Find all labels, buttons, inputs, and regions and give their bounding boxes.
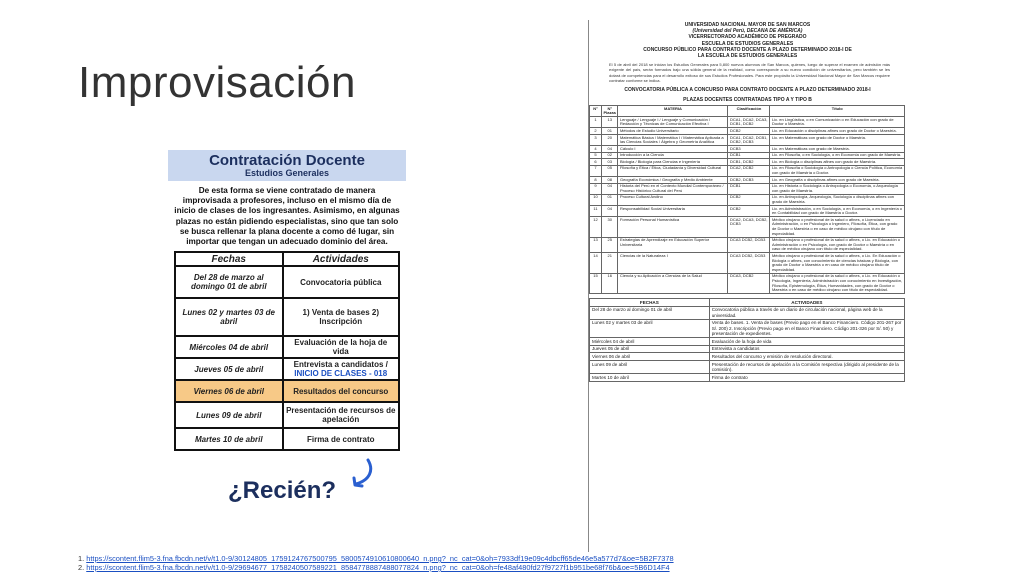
table-cell: Firma de contrato xyxy=(709,374,904,382)
infographic-subtitle: Estudios Generales xyxy=(244,168,330,178)
table-cell: Lic. en Geografía o disciplinas afines con grado de Maestría. xyxy=(770,177,905,184)
table-cell: Formación Personal Humanística xyxy=(618,217,728,237)
table-cell: 11 xyxy=(590,206,602,217)
table-cell: DCB3 xyxy=(728,146,770,153)
table-cell: Cálculo I xyxy=(618,146,728,153)
document-schedule-table xyxy=(589,298,905,381)
table-cell: Miércoles 04 de abril xyxy=(590,338,710,346)
fecha-cell: Lunes 09 de abril xyxy=(175,402,283,428)
document-header-line: ESCUELA DE ESTUDIOS GENERALES xyxy=(701,40,794,47)
table-row xyxy=(590,273,905,293)
table-cell: 12 xyxy=(590,217,602,237)
table-cell: DCB1, DCB2 xyxy=(728,159,770,166)
table-cell: DCB2 xyxy=(728,194,770,205)
table-cell: Viernes 06 de abril xyxy=(590,353,710,361)
table-cell: Filosofía y Ética / Ética, Ciudadanía y Diversidad Cultural xyxy=(618,165,728,176)
actividad-text: Entrevista a candidatos / xyxy=(293,360,388,370)
fecha-cell: Del 28 de marzo al domingo 01 de abril xyxy=(175,266,283,298)
col-actividades: Actividades xyxy=(283,252,399,266)
table-cell: 25 xyxy=(602,237,618,253)
table-cell: Biología / Biología para Ciencias e Ingeniería xyxy=(618,159,728,166)
actividad-cell xyxy=(283,358,399,380)
table-row xyxy=(590,165,905,176)
actividad-cell: 1) Venta de bases 2) Inscripción xyxy=(283,298,399,336)
table-cell: 04 xyxy=(602,183,618,194)
table-cell: Proceso Cultural Andino xyxy=(618,194,728,205)
infographic-title: Contratación Docente xyxy=(209,152,365,169)
table-cell: 15 xyxy=(590,273,602,293)
table-cell: Venta de bases. 1. Venta de bases (Previo pago en el Banco Financiero. Código 201-267 por S/. 200) 2. Inscripción (Previo pago en el Banco Financiero. Código 201-326 por S/. 50) y presentación de expedientes. xyxy=(709,319,904,337)
table-row xyxy=(590,217,905,237)
contratacion-infographic xyxy=(168,150,406,510)
table-row xyxy=(175,266,399,298)
footnote-number: 2. xyxy=(78,563,85,572)
table-cell: Lic. en Filosofía, o en Sociología, o en Economía con grado de Maestría. xyxy=(770,152,905,159)
table-row xyxy=(590,177,905,184)
table-header: FECHAS xyxy=(590,299,710,307)
table-cell: 2 xyxy=(590,128,602,135)
table-cell: DCB2 xyxy=(728,206,770,217)
table-row xyxy=(590,374,905,382)
table-row xyxy=(590,306,905,319)
actividad-cell: Convocatoria pública xyxy=(283,266,399,298)
table-cell: Lic. en Biología o disciplinas afines con grado de Maestría. xyxy=(770,159,905,166)
table-cell: 4 xyxy=(590,146,602,153)
table-cell: DCB2, DCB3 xyxy=(728,177,770,184)
table-cell: Presentación de recursos de apelación a la Comisión respectiva (dirigido al presidente de la comisión). xyxy=(709,361,904,374)
slide-title: Improvisación xyxy=(78,58,356,107)
table-cell: Métodos de Estudio Universitario xyxy=(618,128,728,135)
table-row xyxy=(590,345,905,353)
table-cell: Responsabilidad Social Universitaria xyxy=(618,206,728,217)
document-header-line: (Universidad del Perú, DECANA DE AMÉRICA) xyxy=(692,28,803,35)
table-cell: DCA1, DCA2, DCA3, DCB1, DCB2 xyxy=(728,117,770,128)
table-row xyxy=(590,319,905,337)
table-row xyxy=(175,428,399,450)
table-cell: DCA2, DCB2 xyxy=(728,165,770,176)
table-cell: 01 xyxy=(602,194,618,205)
table-cell: Lic. en Matemáticas con grado de Doctor o Maestría. xyxy=(770,135,905,146)
table-cell: Lenguaje / Lenguaje I / Lenguaje y Comunicación / Redacción y Técnicas de Comunicación Efectiva I xyxy=(618,117,728,128)
table-cell: Lic. en Educación o disciplinas afines con grado de Doctor o Maestría. xyxy=(770,128,905,135)
table-cell: 14 xyxy=(590,253,602,273)
table-row xyxy=(590,194,905,205)
table-row xyxy=(590,338,905,346)
actividad-cell: Resultados del concurso xyxy=(283,380,399,402)
table-cell: 8 xyxy=(590,177,602,184)
table-cell: 13 xyxy=(602,117,618,128)
table-cell: DCB1 xyxy=(728,152,770,159)
table-row xyxy=(590,361,905,374)
table-cell: 20 xyxy=(602,135,618,146)
plazas-table xyxy=(589,105,905,294)
table-row xyxy=(590,128,905,135)
table-cell: Médico cirujano o profesional de la salud o afines, o Lic. en Educación o Psicología, Ingeniería, Administración con conocimiento en Investigación, Filosofía, Epistemología, Ética, Humanidades, con grado de Doctor o Maestría o en caso de médico cirujano con título de especialidad. xyxy=(770,273,905,293)
table-row xyxy=(175,298,399,336)
fecha-cell: Jueves 05 de abril xyxy=(175,358,283,380)
table-cell: 13 xyxy=(590,237,602,253)
table-cell: Lic. en Matemáticas con grado de Maestría. xyxy=(770,146,905,153)
fecha-cell: Martes 10 de abril xyxy=(175,428,283,450)
col-fechas: Fechas xyxy=(175,252,283,266)
fecha-cell: Viernes 06 de abril xyxy=(175,380,283,402)
table-row-highlighted xyxy=(175,380,399,402)
table-cell: Ciencia y su Aplicación a Ciencias de la Salud xyxy=(618,273,728,293)
recien-caption: ¿Recién? xyxy=(228,477,337,504)
table-row xyxy=(590,159,905,166)
table-cell: Jueves 05 de abril xyxy=(590,345,710,353)
table-row xyxy=(590,152,905,159)
table-cell: 1 xyxy=(590,117,602,128)
table-row xyxy=(590,183,905,194)
table-cell: 16 xyxy=(602,273,618,293)
table-cell: 9 xyxy=(590,183,602,194)
table-header: Clasificación xyxy=(728,106,770,117)
table-row xyxy=(590,117,905,128)
table-cell: Médico cirujano o profesional de la salud o afines, o Lic. En Educación o Biología o afines, con conocimiento de ciencias básicas y Biología, con grado de Doctor o Maestría o en caso de médico cirujano título de especialidad. xyxy=(770,253,905,273)
table-header: N° Plazas xyxy=(603,105,616,116)
table-row xyxy=(175,336,399,358)
table-header: N° xyxy=(590,106,602,117)
table-cell: Del 28 de marzo al domingo 01 de abril xyxy=(590,306,710,319)
table-cell: Lic. en Filosofía o Sociología o Antropología o Ciencia Política, Economía con grado de Maestría o Doctor. xyxy=(770,165,905,176)
table-cell: 7 xyxy=(590,165,602,176)
table-cell: 04 xyxy=(602,146,618,153)
table-cell: DCB1 xyxy=(728,183,770,194)
document-header-line: VICERRECTORADO ACADÉMICO DE PREGRADO xyxy=(688,34,807,41)
table-row xyxy=(175,402,399,428)
inicio-clases-text: INICIO DE CLASES - 018 xyxy=(294,369,388,379)
table-cell: Lic. en Lingüística, o en Comunicación o en Educación con grado de Doctor o Maestría. xyxy=(770,117,905,128)
document-plazas-title: PLAZAS DOCENTES CONTRATADAS TIPO A Y TIPO B xyxy=(683,97,812,104)
actividad-cell: Evaluación de la hoja de vida xyxy=(283,336,399,358)
table-cell: Entrevista a candidatos xyxy=(709,345,904,353)
table-cell: Martes 10 de abril xyxy=(590,374,710,382)
table-cell: Introducción a la Ciencia xyxy=(618,152,728,159)
table-cell: Lic. en Historia o Sociología o Antropología o Economía, o Arqueología con grado de Maestría. xyxy=(770,183,905,194)
table-cell: 6 xyxy=(590,159,602,166)
table-cell: 3 xyxy=(590,135,602,146)
footnote-number: 1. xyxy=(78,554,85,563)
actividad-cell: Firma de contrato xyxy=(283,428,399,450)
curved-arrow-icon xyxy=(348,458,376,490)
infographic-header xyxy=(168,150,406,181)
table-cell: Evaluación de la hoja de vida xyxy=(709,338,904,346)
infographic-body: De esta forma se viene contratado de manera improvisada a profesores, incluso en el mismo día de inicio de clases de los ingresantes. Asimismo, en algunas plazas no están pidiendo especialistas, sino que tan solo se busca rellenar la plana docente a como dé lugar, sin importar que tengan un adecuado dominio del área. xyxy=(174,186,400,247)
table-cell: 04 xyxy=(602,206,618,217)
table-cell: Estrategias de Aprendizaje en Educación Superior Universitaria xyxy=(618,237,728,253)
table-cell: DCA3 DCB2, DCB3 xyxy=(728,237,770,253)
table-row xyxy=(590,206,905,217)
infographic-schedule-table xyxy=(174,251,400,451)
document-header-line: LA ESCUELA DE ESTUDIOS GENERALES xyxy=(697,53,798,60)
table-cell: 01 xyxy=(602,128,618,135)
actividad-cell: Presentación de recursos de apelación xyxy=(283,402,399,428)
document-convocatoria-title: CONVOCATORIA PÚBLICA A CONCURSO PARA CONTRATO DOCENTE A PLAZO DETERMINADO 2018-I xyxy=(624,87,871,94)
footnotes xyxy=(78,554,1018,572)
document-header-line: UNIVERSIDAD NACIONAL MAYOR DE SAN MARCOS xyxy=(684,22,811,28)
table-cell: Resultados del concurso y emisión de resolución directoral. xyxy=(709,353,904,361)
document-header xyxy=(589,20,906,59)
table-cell: Lunes 02 y martes 03 de abril xyxy=(590,319,710,337)
table-cell: 5 xyxy=(590,152,602,159)
table-row xyxy=(590,146,905,153)
table-cell: 05 xyxy=(602,165,618,176)
table-cell: DCB2 xyxy=(728,128,770,135)
table-row xyxy=(590,353,905,361)
table-cell: Ciencias de la Naturaleza I xyxy=(618,253,728,273)
table-cell: DCA3 DCB2, DCB3 xyxy=(728,253,770,273)
footnote xyxy=(78,554,1018,563)
table-cell: 30 xyxy=(602,217,618,237)
footnote-link[interactable]: https://scontent.flim5-3.fna.fbcdn.net/v/t1.0-9/29694677_1758240507589221_8584778887488077824_n.png?_nc_cat=0&oh=fe48af480fd27f9727f1b951be68f76b&oe=5B6D14F4 xyxy=(86,563,670,572)
table-row xyxy=(590,237,905,253)
table-cell: Historia del Perú en el Contexto Mundial Contemporáneo / Proceso Histórico Cultural del Perú xyxy=(618,183,728,194)
table-cell: 21 xyxy=(602,253,618,273)
document-header-line: CONCURSO PÚBLICO PARA CONTRATO DOCENTE A PLAZO DETERMINADO 2018-I DE xyxy=(643,46,852,53)
table-header: MATERIA xyxy=(618,106,728,117)
table-cell: Lic. en Administración, o en Sociología, o en Economía, o en Ingeniería o en Contabilidad con grado de Maestría o Doctor. xyxy=(770,206,905,217)
table-cell: 03 xyxy=(602,159,618,166)
document-intro: El 5 de abril del 2018 se inician los Estudios Generales para 5,800 nuevos alumnos de San Marcos, quienes, luego de superar el examen de admisión más exigente del país, serán formados bajo una sólida general de la realidad, como corresponde a su nuevo condición de universitarios, pero también se les dotará de competencias para el desarrollo exitoso de sus Estudios Profesionales. Para este propósito la Universidad Nacional Mayor de San Marcos requiere contratar conforme se indica. xyxy=(609,62,890,83)
footnote-link[interactable]: https://scontent.flim5-3.fna.fbcdn.net/v/t1.0-9/30124805_1759124767500795_5800574910610800640_n.png?_nc_cat=0&oh=7933df19e09c4dbcff65de46e5a577d7&oe=5B2F7378 xyxy=(86,554,674,563)
fecha-cell: Lunes 02 y martes 03 de abril xyxy=(175,298,283,336)
table-header: Título xyxy=(770,106,905,117)
table-header: ACTIVIDADES xyxy=(709,299,904,307)
table-row xyxy=(175,358,399,380)
table-cell: DCA3, DCB2 xyxy=(728,273,770,293)
table-cell: Lic. en Antropología, Arqueología, Sociología o disciplinas afines con grado de Maestría. xyxy=(770,194,905,205)
table-cell: 02 xyxy=(602,152,618,159)
table-cell: Matemática Básica / Matemática I / Matemática Aplicada a las Ciencias Sociales / Álgebra y Geometría Analítica xyxy=(618,135,728,146)
table-cell: Geografía Económica / Geografía y Medio Ambiente xyxy=(618,177,728,184)
fecha-cell: Miércoles 04 de abril xyxy=(175,336,283,358)
table-cell: Médico cirujano o profesional de la salud o afines, o Lic. en Educación o Administración o en Psicología, con grado de Doctor o Maestría o en caso de médico cirujano con título de especialidad. xyxy=(770,237,905,253)
footnote xyxy=(78,563,1018,572)
table-cell: DCA1, DCA2, DCB1, DCB2, DCB3 xyxy=(728,135,770,146)
table-row xyxy=(590,135,905,146)
table-cell: Médico cirujano o profesional de la salud o afines, o Licenciado en Administración, o en Psicología o Ingeniero, Filosofía, Ética, con grado de Doctor o Maestría o en caso de médico cirujano con título de especialidad. xyxy=(770,217,905,237)
table-row xyxy=(590,253,905,273)
table-cell: Lunes 09 de abril xyxy=(590,361,710,374)
table-cell: DCA2, DCA3, DCB2, DCB3 xyxy=(728,217,770,237)
table-cell: Convocatoria pública a través de un diario de circulación nacional, página web de la universidad. xyxy=(709,306,904,319)
convocatoria-document xyxy=(588,20,906,552)
table-cell: 10 xyxy=(590,194,602,205)
table-cell: 08 xyxy=(602,177,618,184)
